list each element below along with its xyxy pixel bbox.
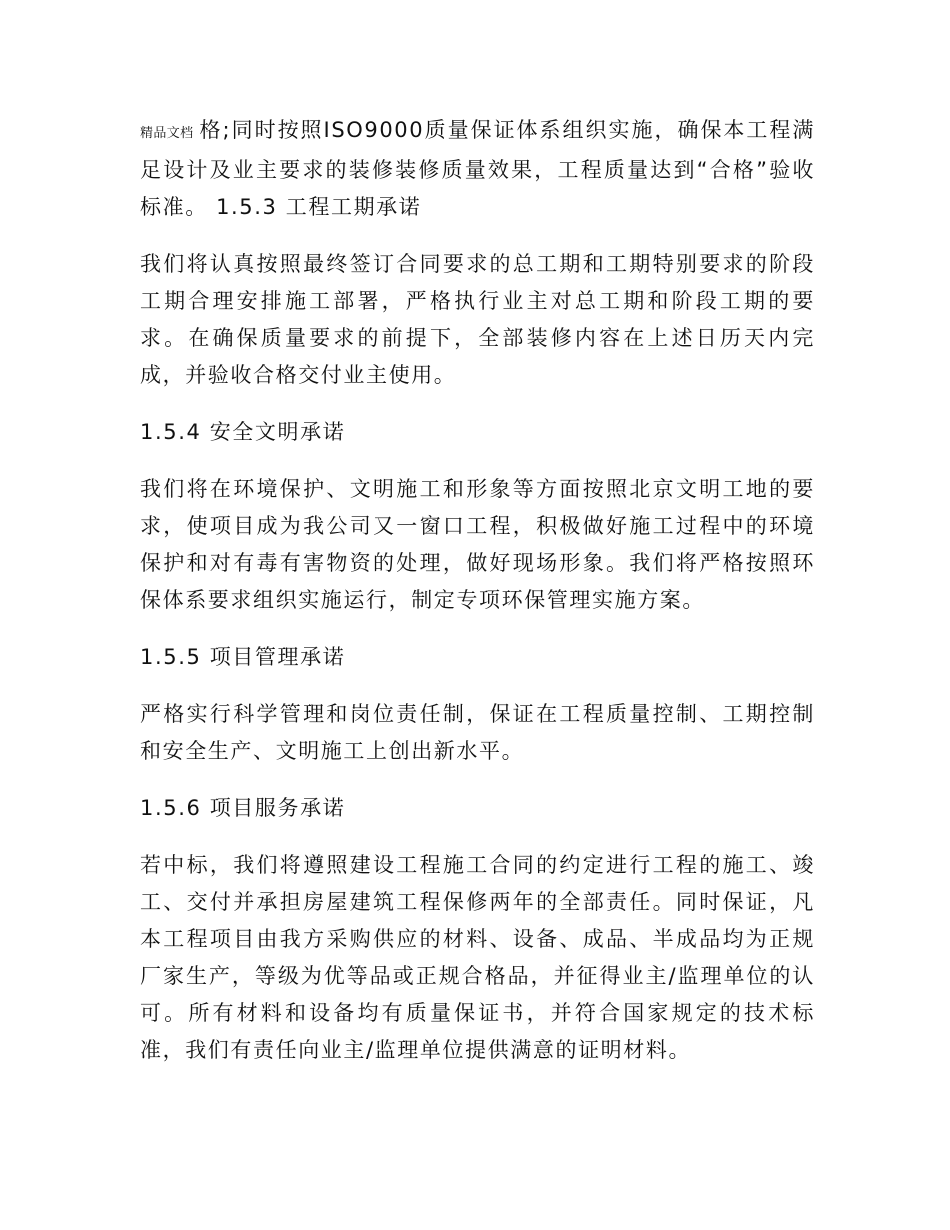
document-page	[140, 112, 815, 1089]
schedule-commitment-paragraph: 我们将认真按照最终签订合同要求的总工期和工期特别要求的阶段工期合理安排施工部署，严格执行业主对总工期和阶段工期的要求。在确保质量要求的前提下，全部装修内容在上述日历天内完成，并验收合格交付业主使用。	[140, 252, 815, 387]
safety-civilization-paragraph: 我们将在环境保护、文明施工和形象等方面按照北京文明工地的要求，使项目成为我公司又一窗口工程，积极做好施工过程中的环境保护和对有毒有害物资的处理，做好现场形象。我们将严格按照环保体系要求组织实施运行，制定专项环保管理实施方案。	[140, 477, 815, 612]
project-management-paragraph: 严格实行科学管理和岗位责任制，保证在工程质量控制、工期控制和安全生产、文明施工上创出新水平。	[140, 702, 815, 763]
project-service-heading: 1.5.6 项目服务承诺	[140, 796, 346, 820]
project-management-heading: 1.5.5 项目管理承诺	[140, 645, 346, 669]
intro-paragraph	[140, 112, 815, 226]
intro-paragraph-text: 格;同时按照ISO9000质量保证体系组织实施，确保本工程满足设计及业主要求的装修装修质量效果，工程质量达到“合格”验收标准。 1.5.3 工程工期承诺	[140, 118, 815, 219]
safety-civilization-heading: 1.5.4 安全文明承诺	[140, 420, 346, 444]
project-service-paragraph: 若中标，我们将遵照建设工程施工合同的约定进行工程的施工、竣工、交付并承担房屋建筑工程保修两年的全部责任。同时保证，凡本工程项目由我方采购供应的材料、设备、成品、半成品均为正规厂家生产，等级为优等品或正规合格品，并征得业主/监理单位的认可。所有材料和设备均有质量保证书，并符合国家规定的技术标准，我们有责任向业主/监理单位提供满意的证明材料。	[140, 853, 815, 1062]
header-label: 精品文档	[140, 126, 194, 141]
